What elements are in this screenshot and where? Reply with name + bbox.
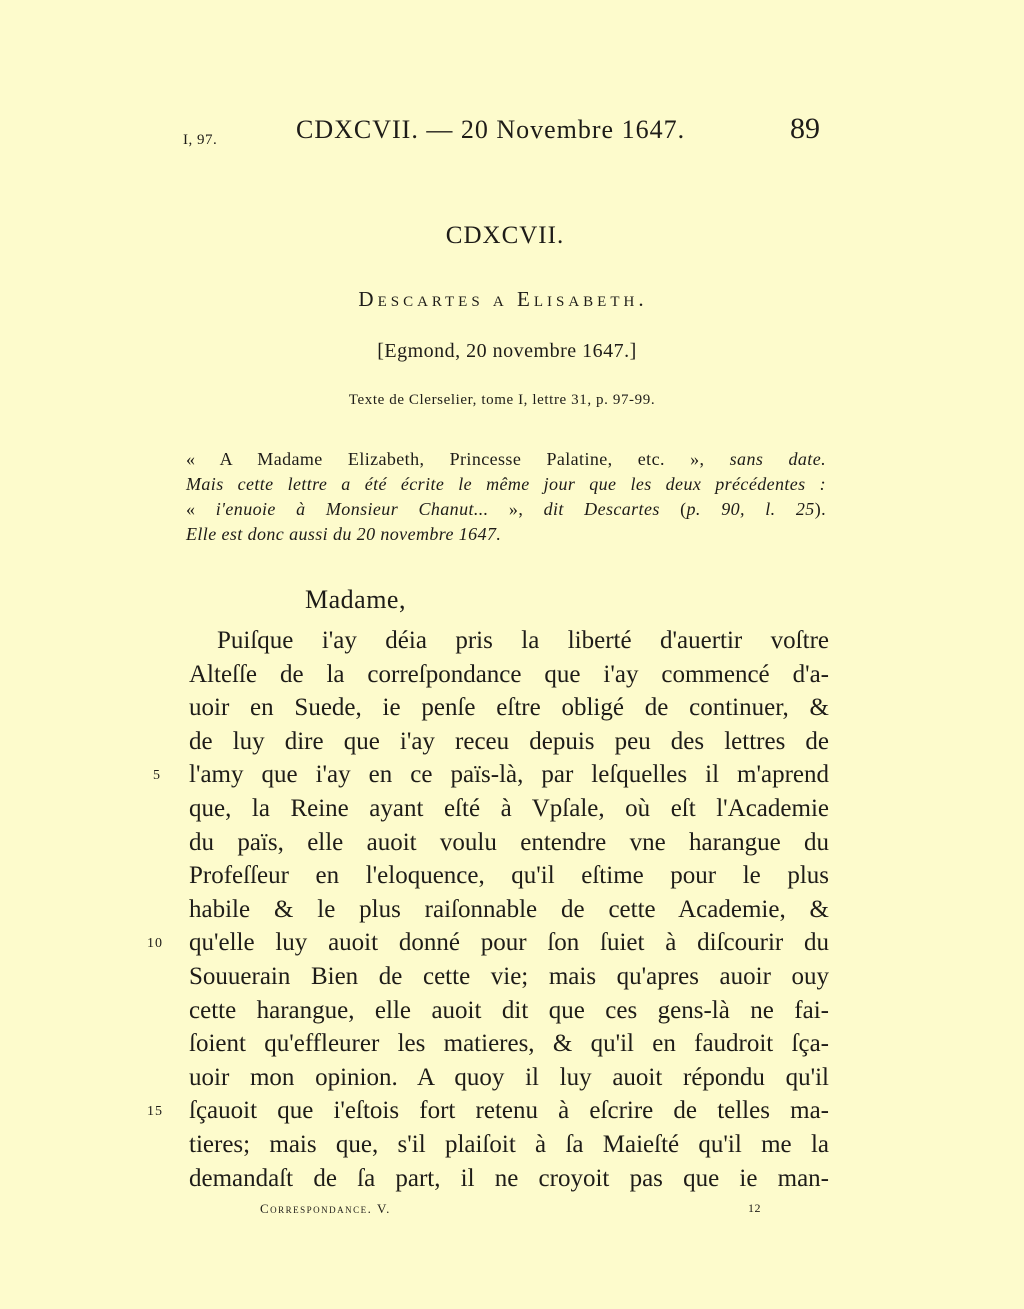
letter-heading: Descartes a Elisabeth. — [358, 287, 648, 311]
body-line: l'amy que i'ay en ce païs-là, par leſquelles il m'aprend — [189, 761, 829, 789]
note-run: ( — [659, 499, 687, 519]
body-line: demandaſt de ſa part, il ne croyoit pas que ie man- — [189, 1164, 829, 1192]
body-line: uoir mon opinion. A quoy il luy auoit répondu qu'il — [189, 1063, 829, 1091]
body-line: uoir en Suede, ie penſe eſtre obligé de continuer, & — [189, 694, 829, 722]
note-line — [186, 497, 826, 522]
body-line: Puiſque i'ay déia pris la liberté d'auertir voſtre — [217, 627, 829, 654]
note-run: « — [186, 499, 216, 519]
note-run: », — [488, 499, 544, 519]
note-run: Elle est donc aussi du 20 novembre 1647. — [186, 524, 502, 544]
body-line: tieres; mais que, s'il plaiſoit à ſa Maieſté qu'il me la — [189, 1130, 829, 1158]
header-reference: I, 97. — [183, 132, 218, 148]
note-run: p. 90, l. 25 — [686, 499, 815, 519]
note-run: Mais cette lettre a été écrite le même jour que les deux précédentes : — [186, 474, 826, 494]
line-number: 5 — [153, 768, 161, 784]
note-run: i'enuoie à Monsieur Chanut... — [215, 499, 489, 519]
note-run: dit Descartes — [543, 499, 660, 519]
source-note: Texte de Clerselier, tome I, lettre 31, p. 97-99. — [348, 392, 656, 408]
salutation: Madame, — [305, 585, 406, 614]
letter-body — [189, 624, 829, 1195]
note-line — [186, 472, 826, 497]
body-line: que, la Reine ayant eſté à Vpſale, où eſt l'Academie — [189, 794, 829, 822]
body-line: habile & le plus raiſonnable de cette Academie, & — [189, 895, 829, 923]
sheet-number: 12 — [748, 1201, 761, 1215]
line-number: 15 — [147, 1104, 163, 1120]
letter-number: CDXCVII. — [445, 222, 565, 249]
body-line: ſoient qu'effleurer les matieres, & qu'il en faudroit ſça- — [189, 1030, 829, 1058]
body-line: Souuerain Bien de cette vie; mais qu'apres auoir ouy — [189, 962, 829, 990]
line-number: 10 — [147, 936, 163, 952]
place-date: [Egmond, 20 novembre 1647.] — [377, 340, 637, 362]
running-title: CDXCVII. — 20 Novembre 1647. — [296, 115, 686, 144]
note-line — [186, 522, 826, 547]
note-run: « A Madame Elizabeth, Princesse Palatine, etc. », — [186, 449, 730, 469]
note-line — [186, 447, 826, 472]
body-line: Profeſſeur en l'eloquence, qu'il eſtime pour le plus — [189, 862, 829, 890]
body-line: de luy dire que i'ay receu depuis peu des lettres de — [189, 727, 829, 755]
editorial-note — [186, 447, 826, 547]
body-line: Alteſſe de la correſpondance que i'ay commencé d'a- — [189, 660, 829, 688]
page-number: 89 — [790, 112, 820, 145]
note-run: sans date. — [729, 449, 826, 469]
body-line: qu'elle luy auoit donné pour ſon ſuiet à diſcourir du — [189, 929, 829, 957]
signature-mark: Correspondance. V. — [260, 1201, 391, 1216]
body-line: ſçauoit que i'eſtois fort retenu à eſcrire de telles ma- — [189, 1097, 829, 1125]
body-line: du païs, elle auoit voulu entendre vne harangue du — [189, 828, 829, 856]
note-run: ). — [814, 499, 827, 519]
body-line: cette harangue, elle auoit dit que ces gens-là ne fai- — [189, 996, 829, 1024]
